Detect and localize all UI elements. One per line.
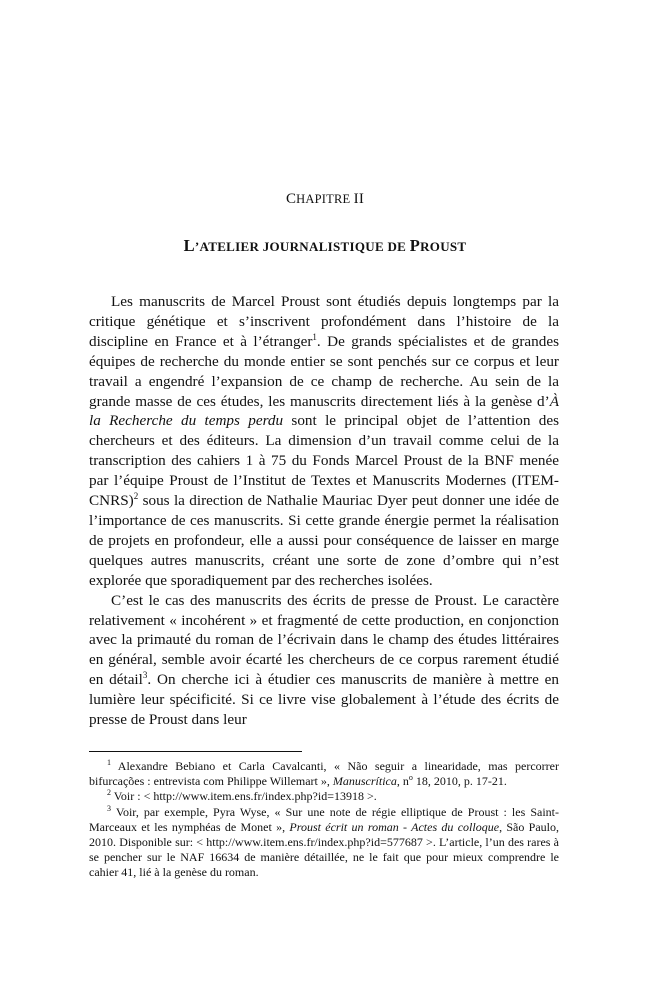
italic-title: Proust écrit un roman - Actes du colloque <box>289 819 500 834</box>
text-run: Les manuscrits de Marcel Proust sont étudiés depuis longtemps par la critique génétique et s’inscrivent profondément dans l’histoire de la discipline en France et à l’étranger <box>89 293 559 350</box>
footnote <box>89 805 559 881</box>
text-run: Voir : < http://www.item.ens.fr/index.php?id=13918 >. <box>111 789 377 804</box>
text-run: C’est le cas des manuscrits des écrits de presse de Proust. Le caractère relativement « incohérent » et fragmenté de cette production, en conjonction avec la primauté du roman de l’écrivain dans le champ des études littéraires en général, semble avoir écarté les chercheurs de ce corpus rarement étudié en détail <box>89 591 559 689</box>
chapter-title-initial: L <box>183 236 195 255</box>
chapter-label <box>0 191 650 208</box>
body-paragraph <box>89 292 559 591</box>
text-run: . De grands spécialistes et de grandes équipes de recherche du monde entier se sont penchés sur ce corpus et leur travail a engendré l’expansion de ce champ de recherche. Au sein de la grande masse de ces études, les manuscrits directement liés à la genèse d’ <box>89 332 559 410</box>
superscript-mark: 3 <box>142 670 148 681</box>
footnote-separator <box>89 751 302 752</box>
chapter-title-middle: ’ATELIER JOURNALISTIQUE DE <box>194 239 410 254</box>
text-run: . On cherche ici à étudier ces manuscrits de manière à mettre en lumière leur spécificité. Si ce livre vise globalement à l’étude des écrits de presse de Proust dans leur <box>89 671 559 729</box>
text-run: Voir, par exemple, Pyra Wyse, « Sur une note de régie elliptique de Proust : les Saint-Marceaux et les nymphéas de Monet », <box>89 804 559 834</box>
text-run: sous la direction de Nathalie Mauriac Dyer peut donner une idée de l’importance de ces manuscrits. Si cette grande énergie permet la réalisation de projets en profondeur, elle a aussi pour conséquence de laisser en marge quelques autres manuscrits, créant une sorte de zone d’ombre qui n’est explorée que sporadiquement par des recherches isolées. <box>89 492 559 589</box>
text-run: Alexandre Bebiano et Carla Cavalcanti, « Não seguir a linearidade, mas percorrer bifurcações : entrevista com Philippe Willemart », <box>89 759 559 789</box>
superscript-mark: 3 <box>107 803 111 813</box>
body-text <box>89 292 559 730</box>
chapter-title <box>0 236 650 256</box>
text-run: , São Paulo, 2010. Disponible sur: < http://www.item.ens.fr/index.php?id=577687 >. L’article, l’un des rares à se pencher sur le NAF 16634 de manière détaillée, ne le fait que pour mieux comprendre le cahier 41, lié à la genèse du roman. <box>89 819 560 880</box>
superscript-mark: o <box>408 773 413 783</box>
chapter-label-rest: HAPITRE <box>296 192 351 206</box>
superscript-mark: 1 <box>312 331 317 342</box>
text-run: , n <box>396 774 409 789</box>
superscript-mark: 2 <box>133 491 139 502</box>
chapter-label-initial: C <box>285 191 297 207</box>
italic-title: Manuscrítica <box>332 774 397 789</box>
footnote <box>89 789 559 804</box>
text-run: 18, 2010, p. 17-21. <box>412 774 507 789</box>
footnote <box>89 759 559 789</box>
italic-title: À la Recherche du temps perdu <box>89 392 559 430</box>
superscript-mark: 1 <box>107 758 111 767</box>
chapter-title-end: ROUST <box>420 239 467 254</box>
footnotes <box>89 759 559 881</box>
superscript-mark: 2 <box>107 788 111 798</box>
text-run: sont le principal objet de l’attention des chercheurs et des éditeurs. La dimension d’un travail comme celui de la transcription des cahiers 1 à 75 du Fonds Marcel Proust de la BNF menée par l’équipe Proust de l’Institut de Textes et Manuscrits Modernes (ITEM-CNRS) <box>89 412 559 510</box>
body-paragraph <box>89 591 559 730</box>
chapter-title-proust-initial: P <box>409 236 421 255</box>
chapter-number: II <box>353 191 365 207</box>
